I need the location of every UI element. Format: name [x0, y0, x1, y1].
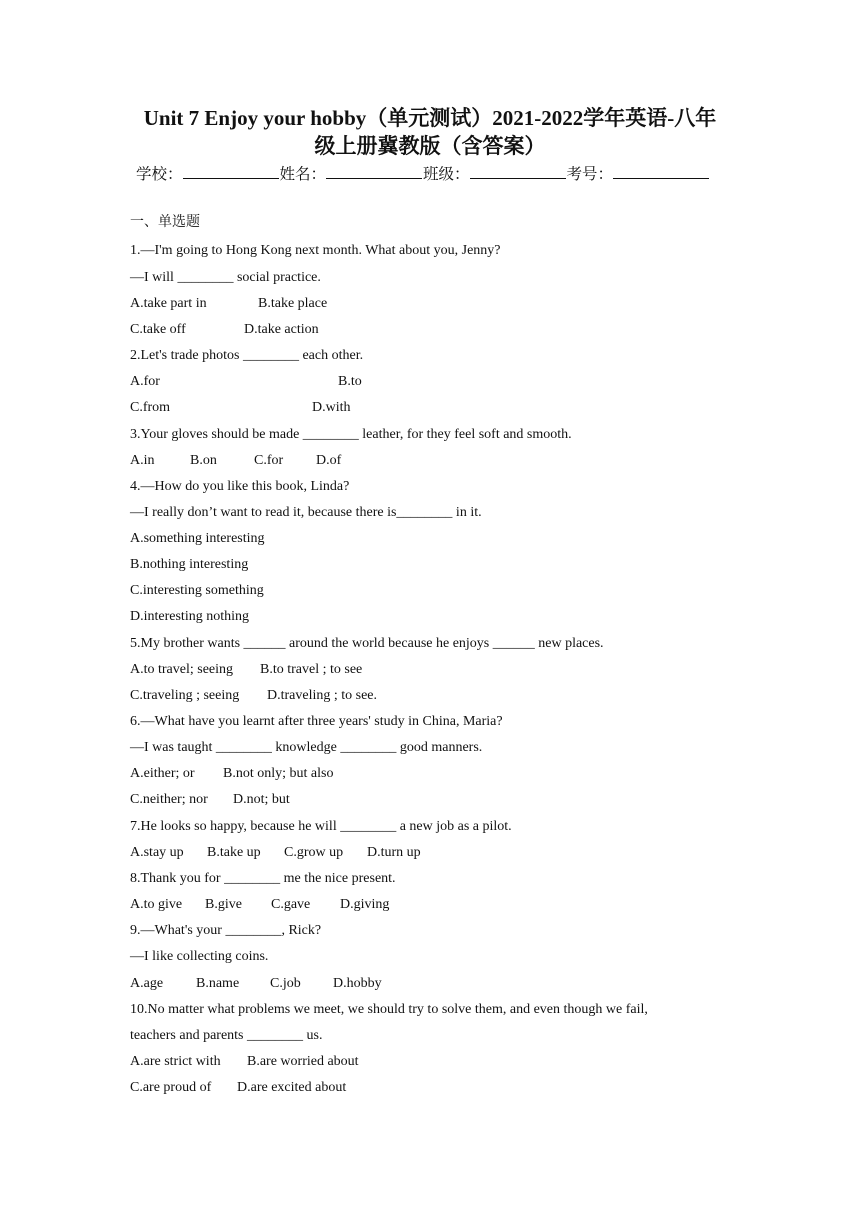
question-9-option-c: C.job — [270, 976, 301, 991]
class-blank — [470, 164, 566, 179]
number-label: 考号： — [566, 166, 614, 183]
question-1-option-d: D.take action — [244, 322, 319, 337]
question-4-stem-2: —I really don’t want to read it, because there is________ in it. — [130, 505, 482, 520]
question-4-option-c: C.interesting something — [130, 583, 264, 598]
title-line-2: 级上册冀教版（含答案） — [314, 134, 546, 158]
question-9-option-a: A.age — [130, 976, 164, 991]
question-8-option-c: C.gave — [271, 897, 311, 912]
question-5-option-b: B.to travel ; to see — [260, 662, 363, 677]
question-7-option-a: A.stay up — [130, 845, 184, 860]
question-8-option-b: B.give — [205, 897, 242, 912]
question-7-option-d: D.turn up — [367, 845, 421, 860]
question-6-option-c: C.neither; nor — [130, 792, 208, 807]
question-5-option-c: C.traveling ; seeing — [130, 688, 240, 703]
question-7-stem: 7.He looks so happy, because he will ________ a new job as a pilot. — [130, 819, 512, 834]
question-4-stem: 4.—How do you like this book, Linda? — [130, 479, 350, 494]
student-info-line — [136, 162, 710, 184]
question-10-stem: 10.No matter what problems we meet, we should try to solve them, and even though we fail, — [130, 1002, 648, 1017]
question-3-option-c: C.for — [254, 453, 284, 468]
question-8-option-d: D.giving — [340, 897, 390, 912]
class-label: 班级： — [423, 166, 470, 183]
question-2-option-a: A.for — [130, 374, 160, 389]
school-blank — [183, 164, 279, 179]
question-4-option-a: A.something interesting — [130, 531, 265, 546]
question-1-stem: 1.—I'm going to Hong Kong next month. What about you, Jenny? — [130, 243, 501, 258]
question-9-stem-2: —I like collecting coins. — [130, 949, 269, 964]
question-5-option-a: A.to travel; seeing — [130, 662, 234, 677]
question-1-option-a: A.take part in — [130, 296, 207, 311]
question-7-option-b: B.take up — [207, 845, 261, 860]
question-2-stem: 2.Let's trade photos ________ each other. — [130, 348, 364, 363]
question-10-option-c: C.are proud of — [130, 1080, 212, 1095]
question-6-option-b: B.not only; but also — [223, 766, 334, 781]
question-6-option-d: D.not; but — [233, 792, 290, 807]
number-blank — [613, 164, 709, 179]
question-10-stem-2: teachers and parents ________ us. — [130, 1028, 323, 1043]
question-8-stem: 8.Thank you for ________ me the nice present. — [130, 871, 396, 886]
question-4-option-b: B.nothing interesting — [130, 557, 249, 572]
question-1-option-c: C.take off — [130, 322, 186, 337]
name-blank — [326, 164, 422, 179]
question-3-option-b: B.on — [190, 453, 217, 468]
question-3-option-a: A.in — [130, 453, 155, 468]
question-10-option-b: B.are worried about — [247, 1054, 359, 1069]
question-2-option-b: B.to — [338, 374, 362, 389]
section-title: 一、单选题 — [130, 215, 200, 230]
question-6-stem-2: —I was taught ________ knowledge ________ good manners. — [130, 740, 483, 755]
question-9-option-b: B.name — [196, 976, 240, 991]
question-10-option-d: D.are excited about — [237, 1080, 347, 1095]
question-3-stem: 3.Your gloves should be made ________ leather, for they feel soft and smooth. — [130, 427, 572, 442]
title-line-1: Unit 7 Enjoy your hobby（单元测试）2021-2022学年英语-八年 — [143, 106, 717, 130]
question-2-option-c: C.from — [130, 400, 171, 415]
question-2-option-d: D.with — [312, 400, 351, 415]
question-9-option-d: D.hobby — [333, 976, 382, 991]
question-6-option-a: A.either; or — [130, 766, 195, 781]
question-8-option-a: A.to give — [130, 897, 183, 912]
question-5-option-d: D.traveling ; to see. — [267, 688, 378, 703]
question-9-stem: 9.—What's your ________, Rick? — [130, 923, 322, 938]
question-6-stem: 6.—What have you learnt after three years' study in China, Maria? — [130, 714, 503, 729]
question-5-stem: 5.My brother wants ______ around the world because he enjoys ______ new places. — [130, 636, 604, 651]
question-7-option-c: C.grow up — [284, 845, 344, 860]
name-label: 姓名： — [279, 166, 327, 183]
question-10-option-a: A.are strict with — [130, 1054, 221, 1069]
question-4-option-d: D.interesting nothing — [130, 609, 249, 624]
question-3-option-d: D.of — [316, 453, 342, 468]
school-label: 学校： — [136, 166, 183, 183]
question-1-stem-2: —I will ________ social practice. — [130, 270, 321, 285]
question-1-option-b: B.take place — [258, 296, 328, 311]
